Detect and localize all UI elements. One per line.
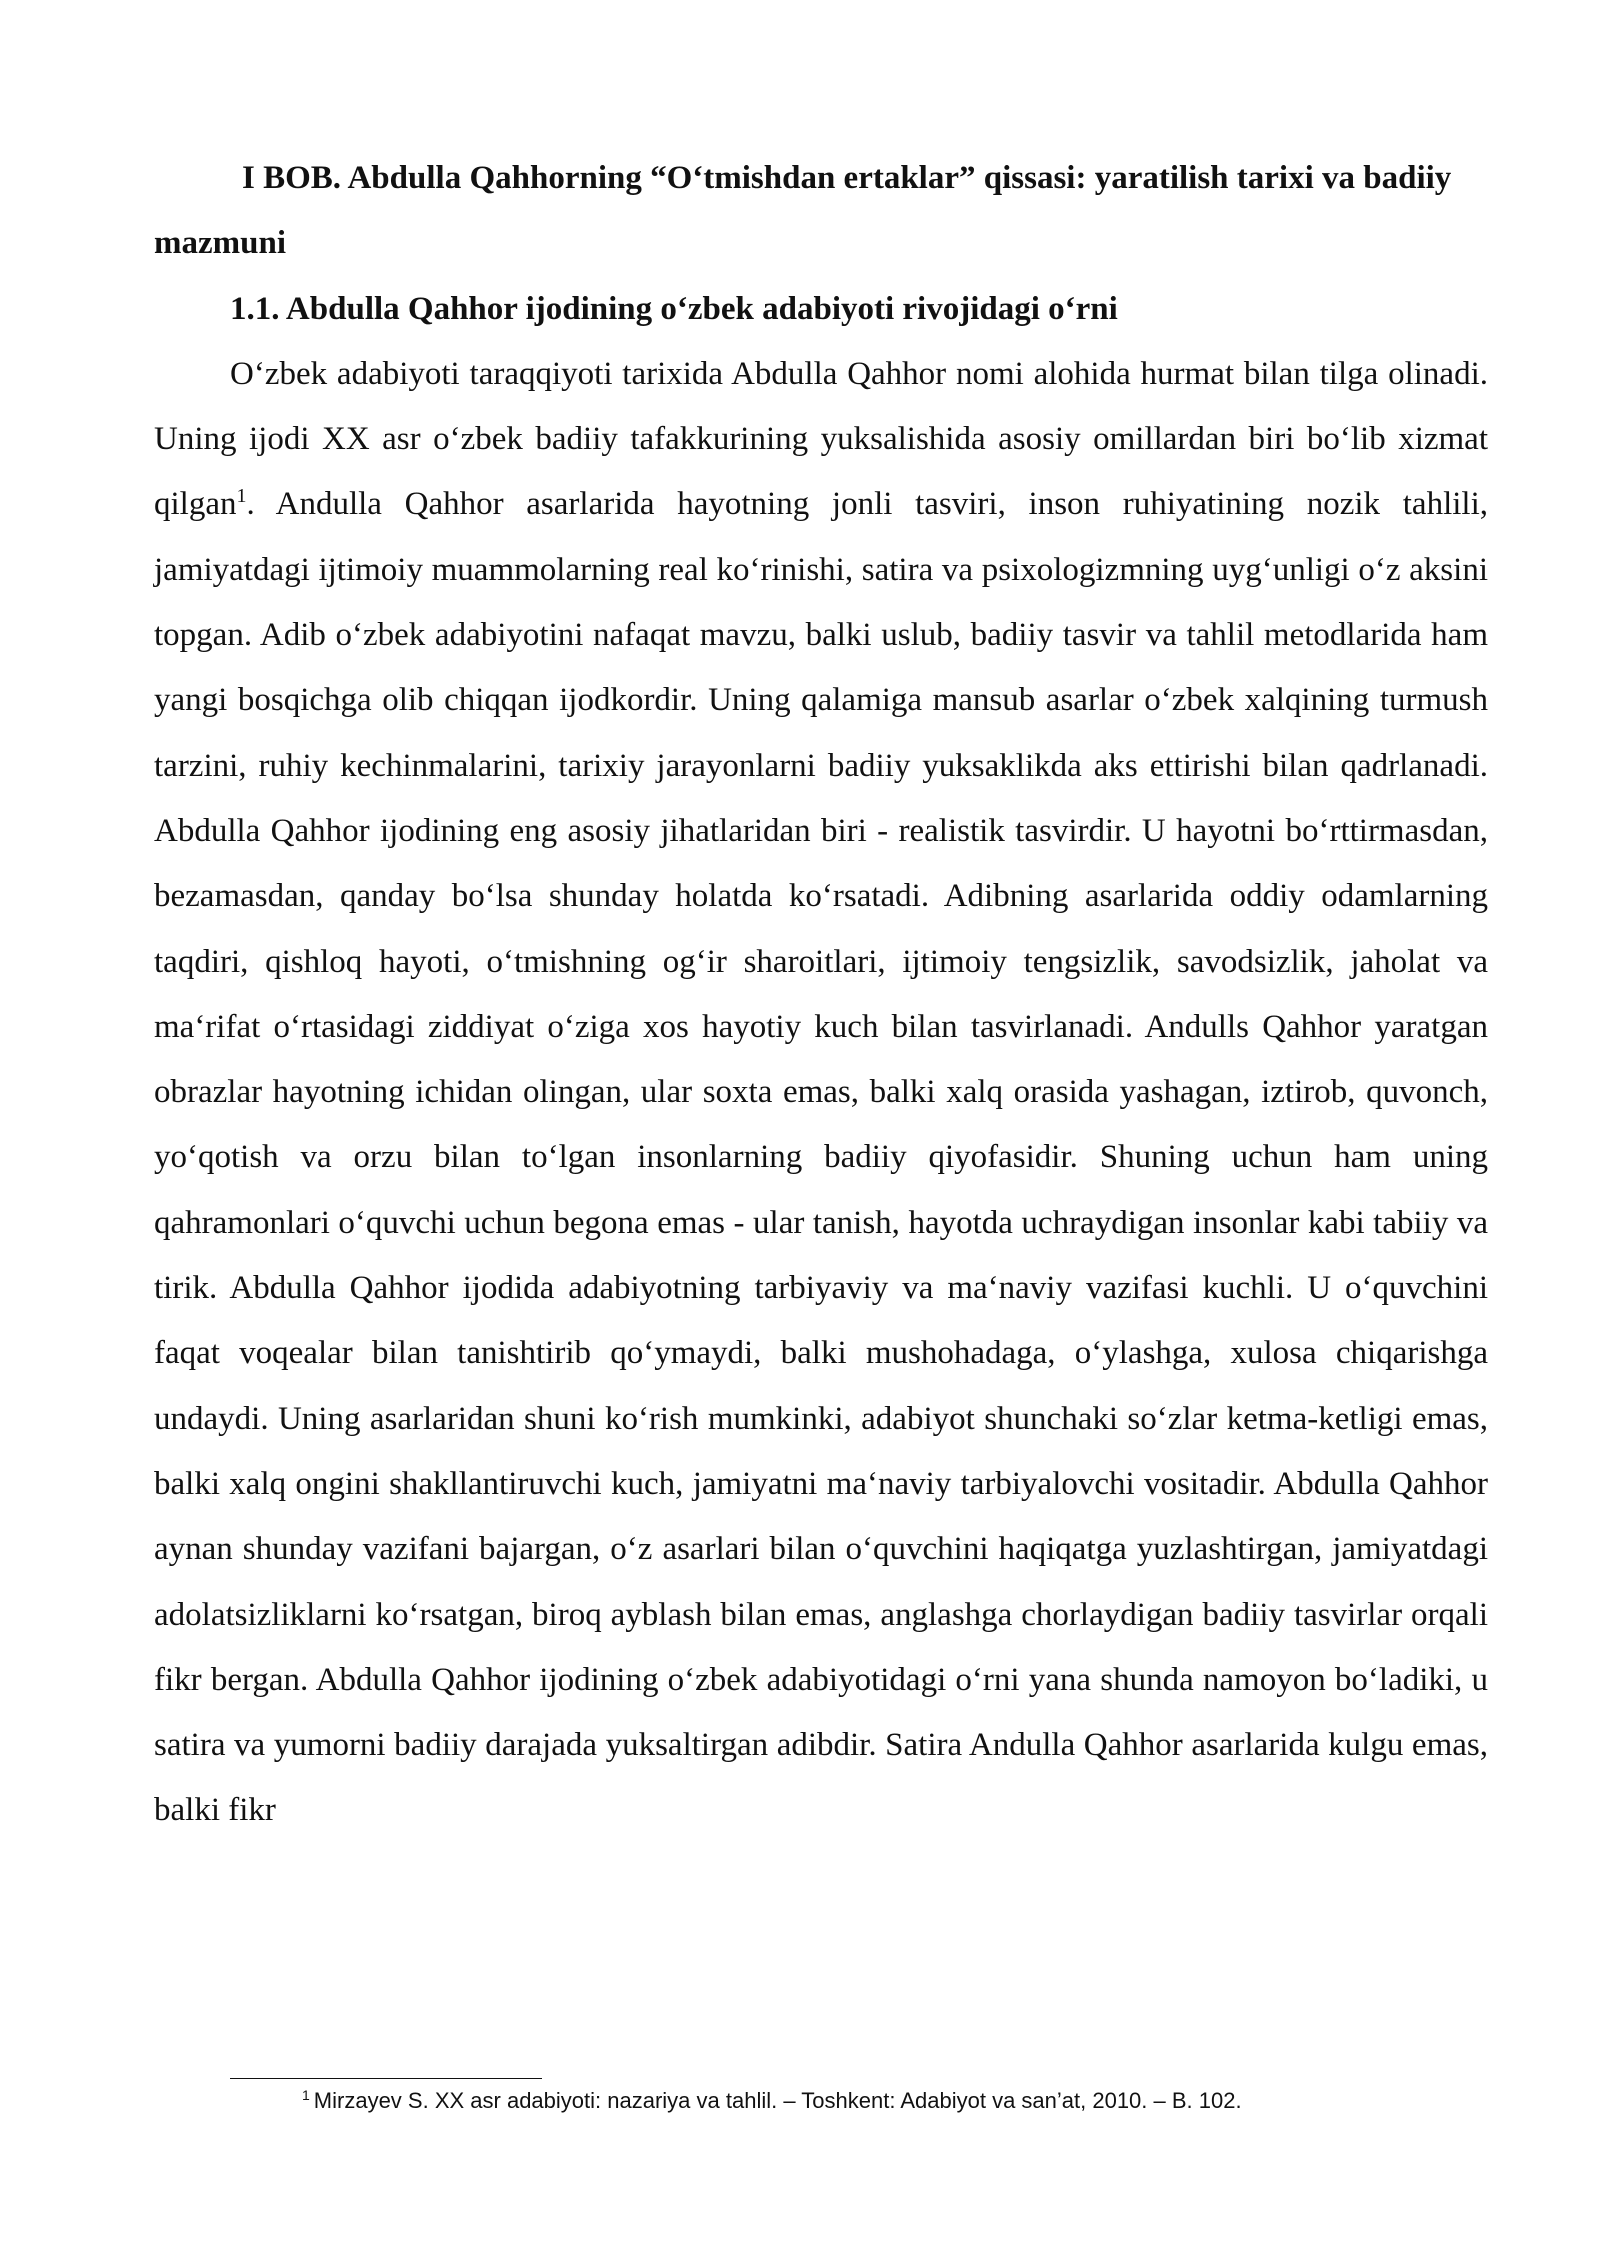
body-text-continued: . Andulla Qahhor asarlarida hayotning jonli tasviri, inson ruhiyatining nozik tahlili, jamiyatdagi ijtimoiy muammolarning real ko‘rinishi, satira va psixologizmning uyg‘unligi o‘z aksini topgan. Adib o‘zbek adabiyotini nafaqat mavzu, balki uslub, badiiy tasvir va tahlil metodlarida ham yangi bosqichga olib chiqqan ijodkordir. Uning qalamiga mansub asarlar o‘zbek xalqining turmush tarzini, ruhiy kechinmalarini, tarixiy jarayonlarni badiiy yuksaklikda aks ettirishi bilan qadrlanadi. Abdulla Qahhor ijodining eng asosiy jihatlaridan biri - realistik tasvirdir. U hayotni bo‘rttirmasdan, bezamasdan, qanday bo‘lsa shunday holatda ko‘rsatadi. Adibning asarlarida oddiy odamlarning taqdiri, qishloq hayoti, o‘tmishning og‘ir sharoitlari, ijtimoiy tengsizlik, savodsizlik, jaholat va ma‘rifat o‘rtasidagi ziddiyat o‘ziga xos hayotiy kuch bilan tasvirlanadi. Andulls Qahhor yaratgan obrazlar hayotning ichidan olingan, ular soxta emas, balki xalq orasida yashagan, iztirob, quvonch, yo‘qotish va orzu bilan to‘lgan insonlarning badiiy qiyofasidir. Shuning uchun ham uning qahramonlari o‘quvchi uchun begona emas - ular tanish, hayotda uchraydigan insonlar kabi tabiiy va tirik. Abdulla Qahhor ijodida adabiyotning tarbiyaviy va ma‘naviy vazifasi kuchli. U o‘quvchini faqat voqealar bilan tanishtirib qo‘ymaydi, balki mushohadaga, o‘ylashga, xulosa chiqarishga undaydi. Uning asarlaridan shuni ko‘rish mumkinki, adabiyot shunchaki so‘zlar ketma-ketligi emas, balki xalq ongini shakllantiruvchi kuch, jamiyatni ma‘naviy tarbiyalovchi vositadir. Abdulla Qahhor aynan shunday vazifani bajargan, o‘z asarlari bilan o‘quvchini haqiqatga yuzlashtirgan, jamiyatdagi adolatsizliklarni ko‘rsatgan, biroq ayblash bilan emas, anglashga chorlaydigan badiiy tasvirlar orqali fikr bergan. Abdulla Qahhor ijodining o‘zbek adabiyotidagi o‘rni yana shunda namoyon bo‘ladiki, u satira va yumorni badiiy darajada yuksaltirgan adibdir. Satira Andulla Qahhor asarlarida kulgu emas, balki fikr: [154, 486, 1488, 1829]
footnote-number: 1: [302, 2086, 310, 2103]
body-text-start: O‘zbek adabiyoti taraqqiyoti tarixida Abdulla Qahhor nomi alohida hurmat bilan tilga olinadi. Uning ijodi XX asr o‘zbek badiiy tafakkurining yuksalishida asosiy omillardan biri bo‘lib xizmat qilgan: [154, 355, 1488, 523]
footnote-separator: [230, 2078, 542, 2079]
section-title: 1.1. Abdulla Qahhor ijodining o‘zbek adabiyoti rivojidagi o‘rni: [230, 290, 1118, 327]
footnote-text: Mirzayev S. XX asr adabiyoti: nazariya va tahlil. – Toshkent: Adabiyot va san’at, 2010. – B. 102.: [313, 2088, 1242, 2113]
main-text-block: [154, 146, 1488, 1844]
footnote: [154, 2084, 1488, 2118]
footnote-reference[interactable]: 1: [236, 485, 247, 508]
chapter-title: I BOB. Abdulla Qahhorning “O‘tmishdan ertaklar” qissasi: yaratilish tarixi va badiiy mazmuni: [154, 160, 1452, 262]
body-paragraph: [154, 342, 1488, 1844]
